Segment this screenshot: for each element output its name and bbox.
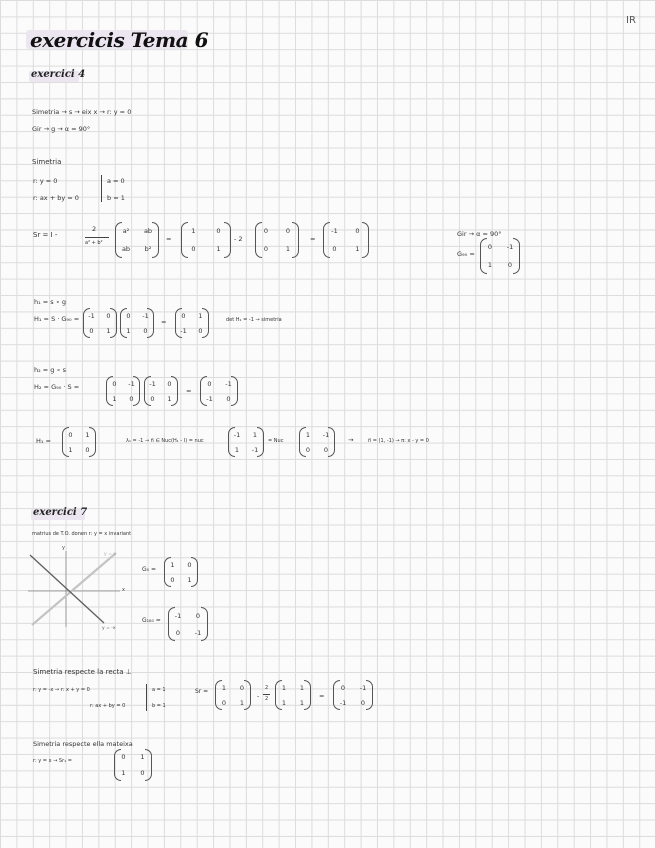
cell: 0 <box>332 245 337 253</box>
cell: -1 <box>206 394 213 403</box>
cell: -1 <box>225 379 232 388</box>
cell: 1 <box>216 245 221 253</box>
cell: 1 <box>252 430 258 439</box>
cell: 0 <box>340 683 346 692</box>
ex7-sim-mat: Simetria respecte ella mateixa <box>33 740 133 748</box>
cell: -1 <box>251 445 259 454</box>
ex4-r1: r: y = 0 <box>33 177 58 185</box>
cell: 1 <box>140 753 145 761</box>
ex7-frac-den: 2 <box>265 696 269 702</box>
cell: 0 <box>121 753 126 761</box>
corner-mark: IR <box>626 15 636 26</box>
cell: 0 <box>167 379 172 388</box>
cell: ab <box>143 227 153 235</box>
ex7-brace <box>146 684 147 711</box>
ex7-matrix-sr2 <box>275 680 311 710</box>
cell: 1 <box>198 311 203 320</box>
cell: -1 <box>359 683 367 692</box>
cell: 0 <box>263 245 269 253</box>
ex7-description: matrius de T.O. donen r: y = x invariant <box>32 531 132 537</box>
ex4-simetria-label: Simetria <box>32 158 62 166</box>
ex4-r2: r: ax + by = 0 <box>33 194 79 202</box>
ex7-eq: = <box>319 692 325 700</box>
axis-x-label: x <box>122 587 125 593</box>
cell: 0 <box>106 311 111 320</box>
cell: 1 <box>106 326 111 335</box>
cell: 1 <box>299 698 305 707</box>
ex4-result: n⃗ = (1, -1) → π: x - y = 0 <box>368 438 429 444</box>
cell: 1 <box>187 575 192 584</box>
cell: -1 <box>88 311 95 320</box>
ex4-frac-den: a² + b² <box>85 240 103 246</box>
ex7-sr-label: Sr = <box>195 688 209 695</box>
cell: 0 <box>507 261 513 269</box>
cell: 1 <box>487 261 493 269</box>
cell: -1 <box>339 698 347 707</box>
ex7-r-line: r: y = -x → r: x + y = 0 <box>33 687 90 693</box>
cell: -1 <box>506 243 514 251</box>
cell: 1 <box>355 245 360 253</box>
cell: 0 <box>140 769 145 777</box>
ex4-matrix-h1c <box>175 308 209 338</box>
cell: -1 <box>174 611 182 620</box>
ex7-g0-label: G₀ = <box>142 566 156 573</box>
cell: 0 <box>207 379 212 388</box>
ex4-h1-def: h₁ = s ∘ g <box>34 298 67 306</box>
ex4-matrix-h1d <box>62 427 96 457</box>
ex4-frac-num: 2 <box>92 225 97 233</box>
cell: 1 <box>126 326 131 335</box>
line-y-equals-x <box>32 553 116 625</box>
ex4-g90-label: G₉₀ = <box>457 250 475 258</box>
ex4-lambda: λ₁ = -1 → n⃗ ∈ Nuc(H₁ - I) = nuc <box>126 438 204 444</box>
ex7-g180-label: G₁₈₀ = <box>142 617 161 624</box>
cell: 1 <box>191 227 196 235</box>
ex4-minus-2: - 2 <box>234 235 243 243</box>
ex4-arrow: → <box>348 436 354 444</box>
ex4-eq-1: = <box>166 235 172 243</box>
cell: 0 <box>216 227 221 235</box>
cell: 0 <box>323 445 329 454</box>
ex4-matrix-h2b <box>144 376 178 406</box>
ex7-frac-line <box>263 694 270 695</box>
cell: 1 <box>285 245 291 253</box>
ex4-matrix-h1b <box>120 308 154 338</box>
cell: 0 <box>195 611 201 620</box>
ex4-eq-2: = <box>310 235 316 243</box>
cell: b² <box>144 245 152 253</box>
cell: 0 <box>263 227 269 235</box>
cell: a² <box>122 227 130 235</box>
cell: 1 <box>221 683 227 692</box>
ex4-matrix-h2c <box>200 376 238 406</box>
cell: -1 <box>233 430 241 439</box>
cell: ab <box>121 245 131 253</box>
cell: 1 <box>121 769 126 777</box>
ex7-minus: - <box>257 692 260 700</box>
ex7-axes-plot <box>24 543 134 633</box>
cell: 1 <box>281 698 287 707</box>
ex4-matrix-nuc <box>228 427 264 457</box>
cell: 0 <box>221 698 227 707</box>
axis-y-label: y <box>62 545 65 551</box>
cell: -1 <box>331 227 338 235</box>
cell: 1 <box>234 445 240 454</box>
ex4-line-simetria: Simetria → s → eix x → r: y = 0 <box>32 108 132 116</box>
cell: 0 <box>181 311 186 320</box>
ex4-matrix-identity <box>181 222 231 258</box>
cell: -1 <box>322 430 330 439</box>
cell: 0 <box>285 227 291 235</box>
ex4-heading: exercici 4 <box>31 69 86 80</box>
ex4-line-gir: Gir → g → α = 90° <box>32 125 91 133</box>
ex7-matrix-g0 <box>164 557 198 587</box>
ex4-matrix-ab <box>115 222 159 258</box>
cell: 1 <box>170 560 175 569</box>
cell: 0 <box>487 243 493 251</box>
ex4-b-value: b = 1 <box>107 194 125 202</box>
cell: 0 <box>170 575 175 584</box>
cell: 0 <box>239 683 245 692</box>
cell: 0 <box>85 445 90 454</box>
cell: 0 <box>355 227 360 235</box>
ex4-h2-lhs: H₂ = G₉₀ · S = <box>34 383 80 391</box>
ex7-matrix-sr4 <box>114 749 152 781</box>
cell: 0 <box>129 394 134 403</box>
cell: 1 <box>68 445 73 454</box>
cell: 1 <box>85 430 90 439</box>
ex7-frac-num: 2 <box>265 685 269 691</box>
cell: 0 <box>150 394 155 403</box>
ex4-sr-lhs: Sr = I - <box>33 231 58 239</box>
cell: 0 <box>187 560 192 569</box>
ex4-matrix-h2a <box>106 376 140 406</box>
ex7-b-value: b = 1 <box>152 703 166 709</box>
cell: 0 <box>68 430 73 439</box>
ex7-r-yx: r: y = x → Sr₁ = <box>33 758 72 764</box>
ex4-eq-4: = <box>186 387 192 395</box>
cell: -1 <box>128 379 135 388</box>
ex4-h1-label: H₁ = <box>36 437 52 445</box>
ex4-matrix-result <box>323 222 369 258</box>
ex4-matrix-nuc2 <box>299 427 335 457</box>
cell: 0 <box>226 394 231 403</box>
ex4-matrix-g90 <box>480 238 520 274</box>
cell: 1 <box>112 394 117 403</box>
cell: 0 <box>305 445 311 454</box>
cell: 0 <box>126 311 131 320</box>
page-title: exercicis Tema 6 <box>30 28 208 52</box>
cell: -1 <box>142 311 149 320</box>
ex4-matrix-h1a <box>83 308 117 338</box>
cell: 0 <box>89 326 94 335</box>
ex4-brace <box>101 175 102 202</box>
ex4-frac-line <box>85 237 109 238</box>
cell: 0 <box>175 628 181 637</box>
ex4-matrix-m3 <box>255 222 299 258</box>
cell: 1 <box>299 683 305 692</box>
cell: 0 <box>143 326 148 335</box>
cell: -1 <box>194 628 202 637</box>
ex4-h2-def: h₂ = g ∘ s <box>34 366 67 374</box>
ex7-a-value: a = 1 <box>152 687 166 693</box>
line-y-equals-minus-x <box>30 555 104 623</box>
line-yx-label: y = x <box>104 552 116 557</box>
cell: 0 <box>198 326 203 335</box>
cell: -1 <box>180 326 187 335</box>
cell: 0 <box>112 379 117 388</box>
ex7-matrix-sr3 <box>333 680 373 710</box>
cell: 1 <box>239 698 245 707</box>
ex7-r-line2: r: ax + by = 0 <box>90 703 126 709</box>
ex7-matrix-sr1 <box>215 680 251 710</box>
line-ymx-label: y = -x <box>102 626 116 631</box>
ex4-nuc2-label: = Nuc <box>268 438 284 444</box>
ex4-gir-line: Gir → α = 90° <box>457 230 502 238</box>
ex4-h1-lhs: H₁ = S · G₉₀ = <box>34 315 80 323</box>
cell: 0 <box>360 698 366 707</box>
cell: 0 <box>191 245 196 253</box>
ex7-heading: exercici 7 <box>33 507 88 518</box>
ex7-matrix-g180 <box>168 607 208 641</box>
cell: -1 <box>149 379 156 388</box>
ex4-det-note: det H₁ = -1 → simetria <box>226 317 282 323</box>
ex4-a-value: a = 0 <box>107 177 125 185</box>
ex7-sim-perp: Simetria respecte la recta ⊥ <box>33 668 132 676</box>
cell: 1 <box>281 683 287 692</box>
cell: 1 <box>167 394 172 403</box>
cell: 1 <box>305 430 311 439</box>
ex4-eq-3: = <box>161 318 167 326</box>
